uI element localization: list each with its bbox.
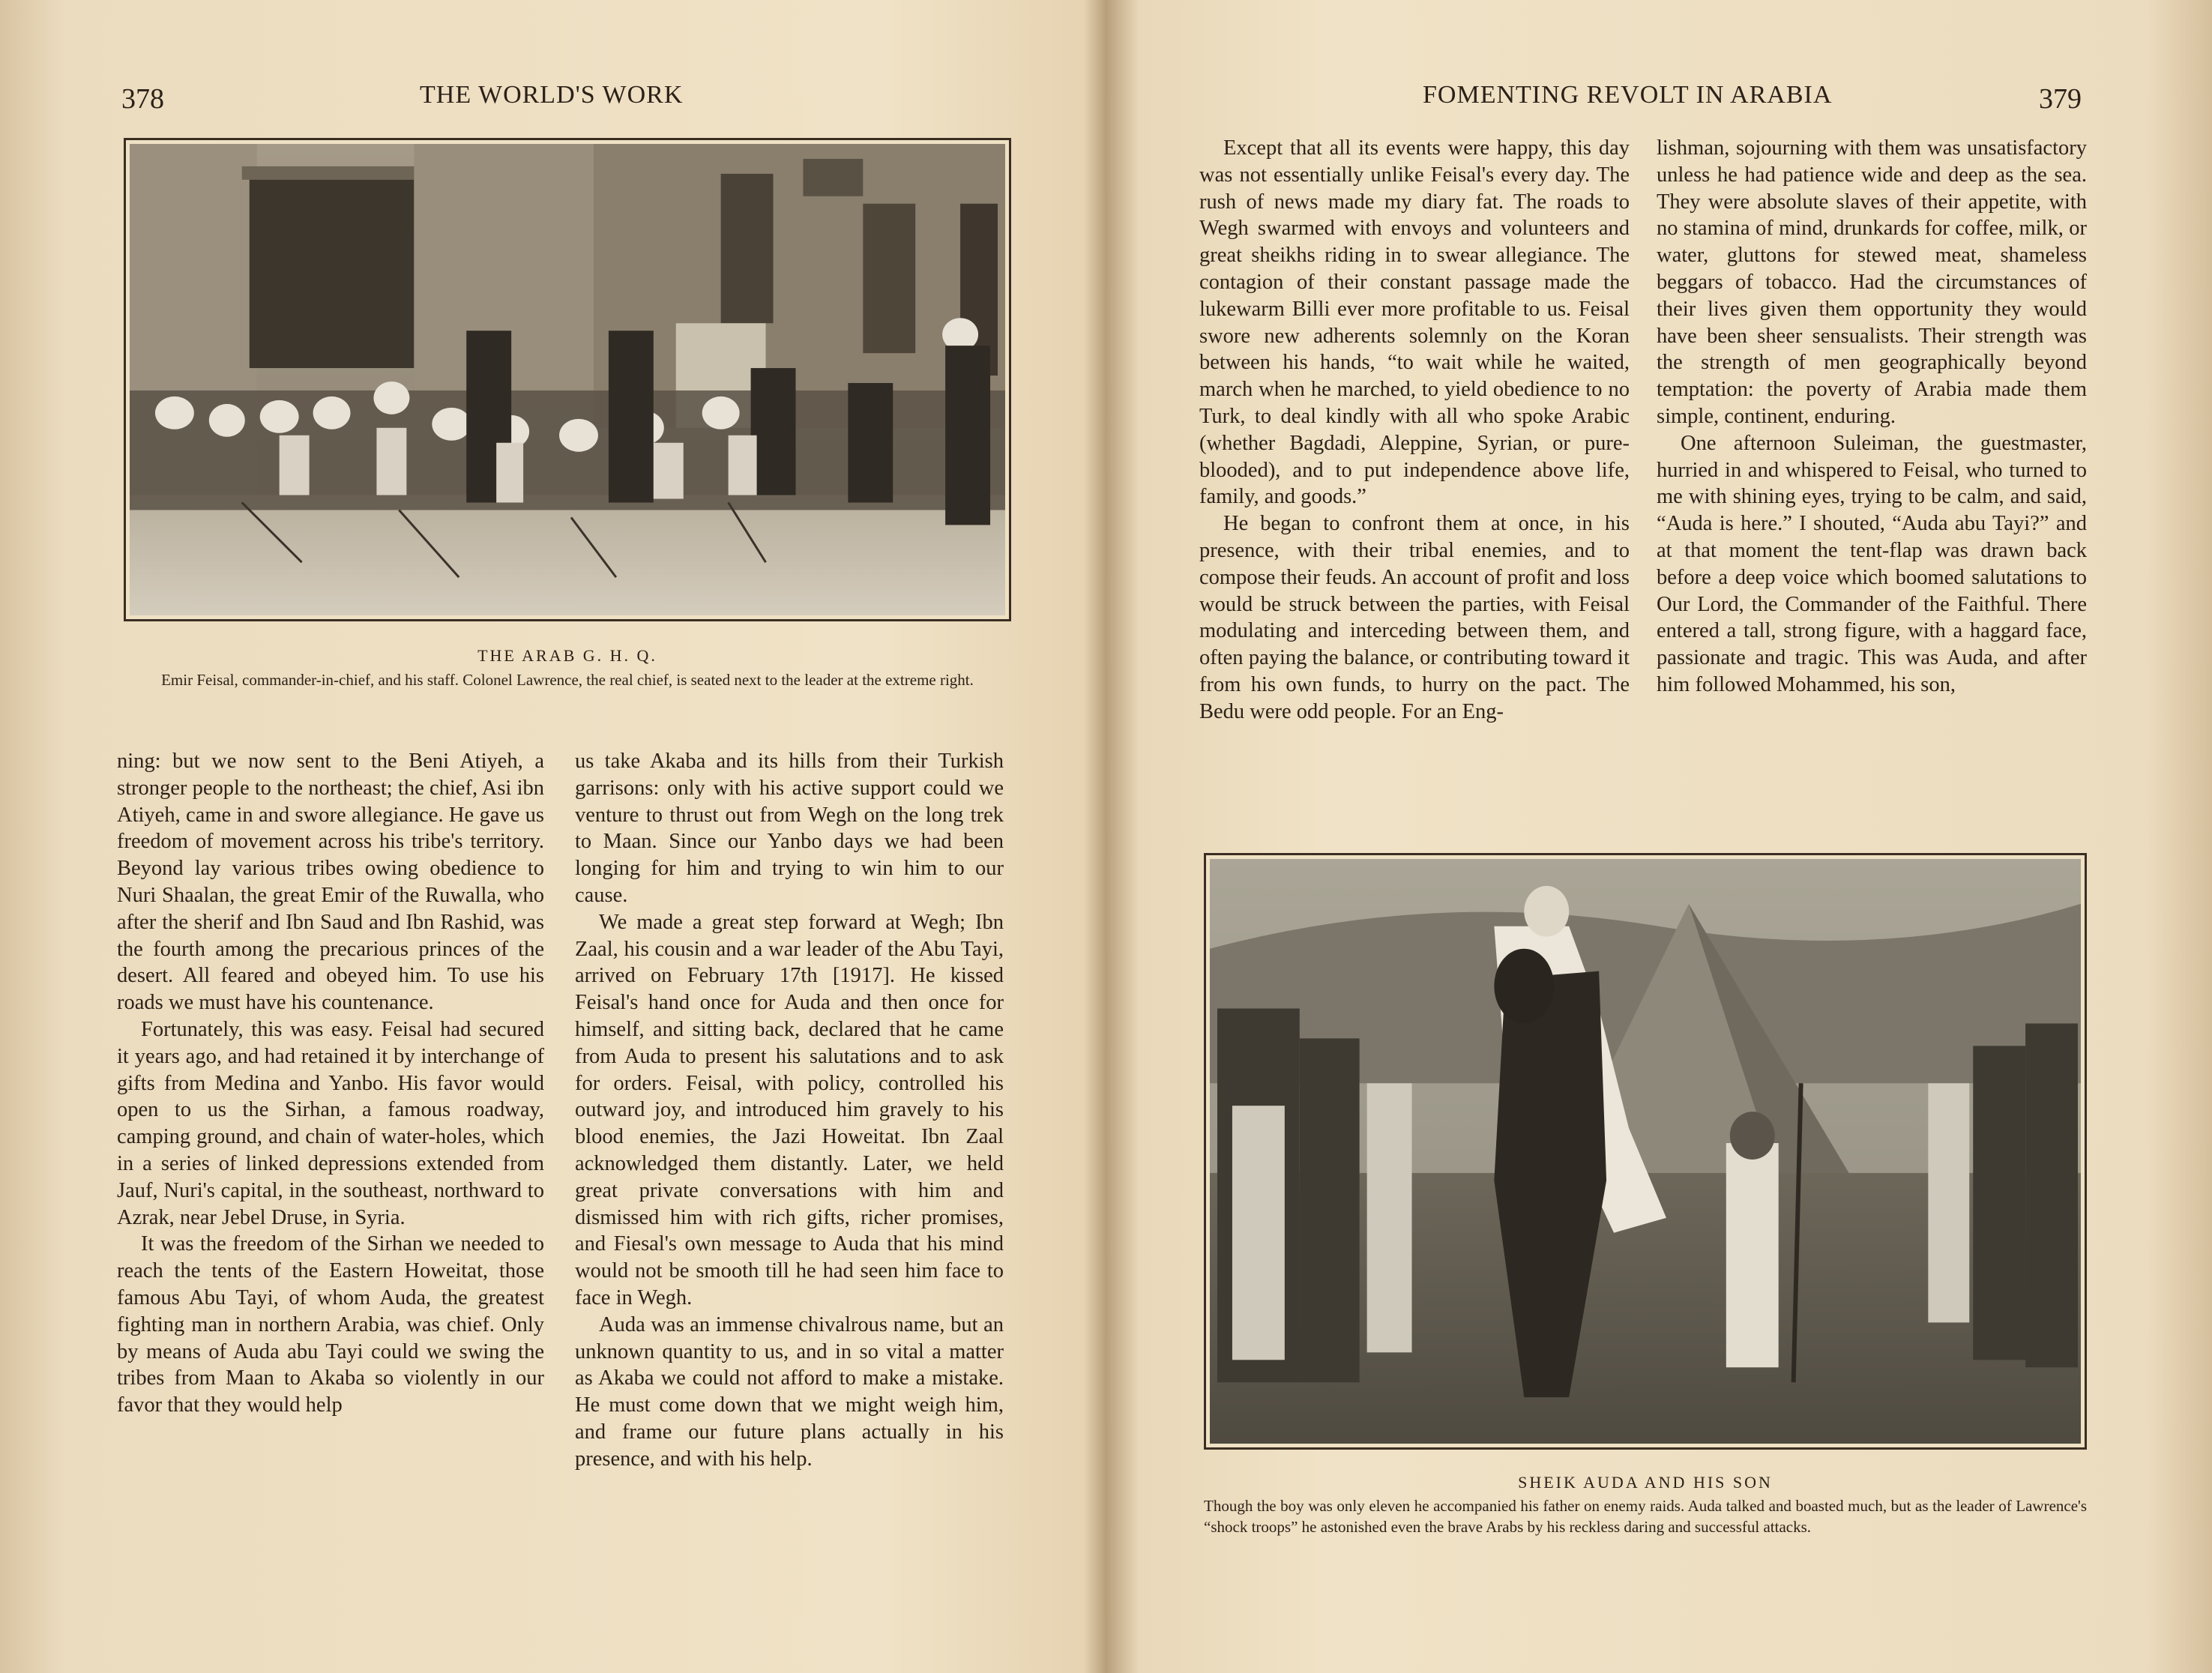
text-column-1 [1199, 135, 1630, 726]
group-photo-arab-ghq-icon [130, 144, 1005, 615]
paragraph: He began to confront them at once, in his presence, with their tribal enemies, and to compose their feuds. An account of profit and loss would be struck between the parties, with Feisal modulating and interceding between them, and often paying the balance, or contributing toward it from his own funds, to hurry on the pact. The Bedu were odd people. For an Eng- [1199, 512, 1630, 723]
horseman-photo-auda-icon [1210, 859, 2081, 1444]
paragraph: Fortunately, this was easy. Feisal had secured it years ago, and had retained it by interchange of gifts from Medina and Yanbo. His favor would open to us the Sirhan, a famous roadway, camping ground, and chain of water-holes, which in a series of linked depressions extended from Jauf, Nuri's capital, in the southeast, northward to Azrak, near Jebel Druse, in Syria. [117, 1017, 544, 1229]
paragraph: We made a great step forward at Wegh; Ibn Zaal, his cousin and a war leader of the Abu Tayi, arrived on February 17th [1917]. He kissed Feisal's hand once for Auda and then once for himself, and sitting back, declared that he came from Auda to present his salutations and to ask for orders. Feisal, with policy, controlled his outward joy, and introduced him gravely to his blood enemies, the Jazi Howeitat. Ibn Zaal acknowledged them distantly. Later, we held great private conversations with him and dismissed him with rich gifts, richer promises, and Fiesal's own message to Auda that his mind would not be smooth till he had seen him face to face in Wegh. [575, 910, 1004, 1309]
text-column-1 [117, 748, 544, 1419]
paragraph: It was the freedom of the Sirhan we needed to reach the tents of the Eastern Howeitat, those famous Abu Tayi, of whom Auda, the greatest fighting man in northern Arabia, was chief. Only by means of Auda abu Tayi could we swing the tribes from Maan to Akaba so violently in our favor that they would help [117, 1232, 544, 1417]
running-head: THE WORLD'S WORK [420, 81, 684, 109]
paragraph: Auda was an immense chivalrous name, but an unknown quantity to us, and in so vital a matter as Akaba we could not afford to make a mistake. He must come down that we might weigh him, and frame our future plans actually in his presence, and with his help. [575, 1312, 1004, 1471]
paragraph: Except that all its events were happy, this day was not essentially unlike Feisal's every day. The rush of news made my diary fat. The roads to Wegh swarmed with envoys and volunteers and great sheikhs riding in to swear allegiance. The contagion of their constant passage made the lukewarm Billi ever more profitable to us. Feisal swore new adherents solemnly on the Koran between his hands, “to wait while he waited, march when he marched, to yield obedience to no Turk, to deal kindly with all who spoke Arabic (whether Bagdadi, Aleppine, Syrian, or pure-blooded), and to put independence above life, family, and goods.” [1199, 136, 1630, 509]
page-number: 379 [2039, 83, 2082, 115]
caption-text: Though the boy was only eleven he accompanied his father on enemy raids. Auda talked and boasted much, but as the leader of Lawrence's “shock troops” he astonished even the brave Arabs by his reckless daring and successful attacks. [1204, 1497, 2087, 1536]
caption-title: THE ARAB G. H. Q. [477, 646, 657, 665]
left-page [0, 0, 1094, 1673]
caption-text: Emir Feisal, commander-in-chief, and his staff. Colonel Lawrence, the real chief, is seated next to the leader at the extreme right. [161, 671, 974, 689]
page-number: 378 [121, 83, 164, 115]
paragraph: lishman, sojourning with them was unsatisfactory unless he had patience wide and deep as the sea. They were absolute slaves of their appetite, with no stamina of mind, drunkards for coffee, milk, or water, gluttons for stewed meat, shameless beggars of tobacco. Had the circumstances of their lives given them opportunity they would have been sheer sensualists. Their strength was the strength of men geographically beyond temptation: the poverty of Arabia made them simple, continent, enduring. [1657, 136, 2087, 428]
running-head: FOMENTING REVOLT IN ARABIA [1423, 81, 1833, 109]
photo-auda-and-son [1204, 853, 2087, 1450]
text-column-2 [575, 748, 1004, 1473]
paragraph: ning: but we now sent to the Beni Atiyeh, a stronger people to the northeast; the chief, Asi ibn Atiyeh, came in and swore allegiance. He gave us freedom of movement across his tribe's territory. Beyond lay various tribes owing obedience to Nuri Shaalan, the great Emir of the Ruwalla, who after the sherif and Ibn Saud and Ibn Rashid, was the fourth among the precarious princes of the desert. All feared and obeyed him. To use his roads we must have his countenance. [117, 750, 544, 1015]
right-page [1109, 0, 2212, 1673]
text-column-2 [1657, 135, 2087, 699]
paragraph: us take Akaba and its hills from their Turkish garrisons: only with his active support could we venture to thrust out from Wegh on the long trek to Maan. Since our Yanbo days we had been longing for him and trying to win him to our cause. [575, 750, 1004, 907]
photo-arab-ghq [124, 138, 1011, 621]
caption-title: SHEIK AUDA AND HIS SON [1518, 1473, 1773, 1492]
paragraph: One afternoon Suleiman, the guestmaster, hurried in and whispered to Feisal, who turned to me with shining eyes, trying to be calm, and said, “Auda is here.” I shouted, “Auda abu Tayi?” and at that moment the tent-flap was drawn back before a deep voice which boomed salutations to Our Lord, the Commander of the Faithful. There entered a tall, strong figure, with a haggard face, passionate and tragic. This was Auda, and after him followed Mohammed, his son, [1657, 431, 2087, 696]
